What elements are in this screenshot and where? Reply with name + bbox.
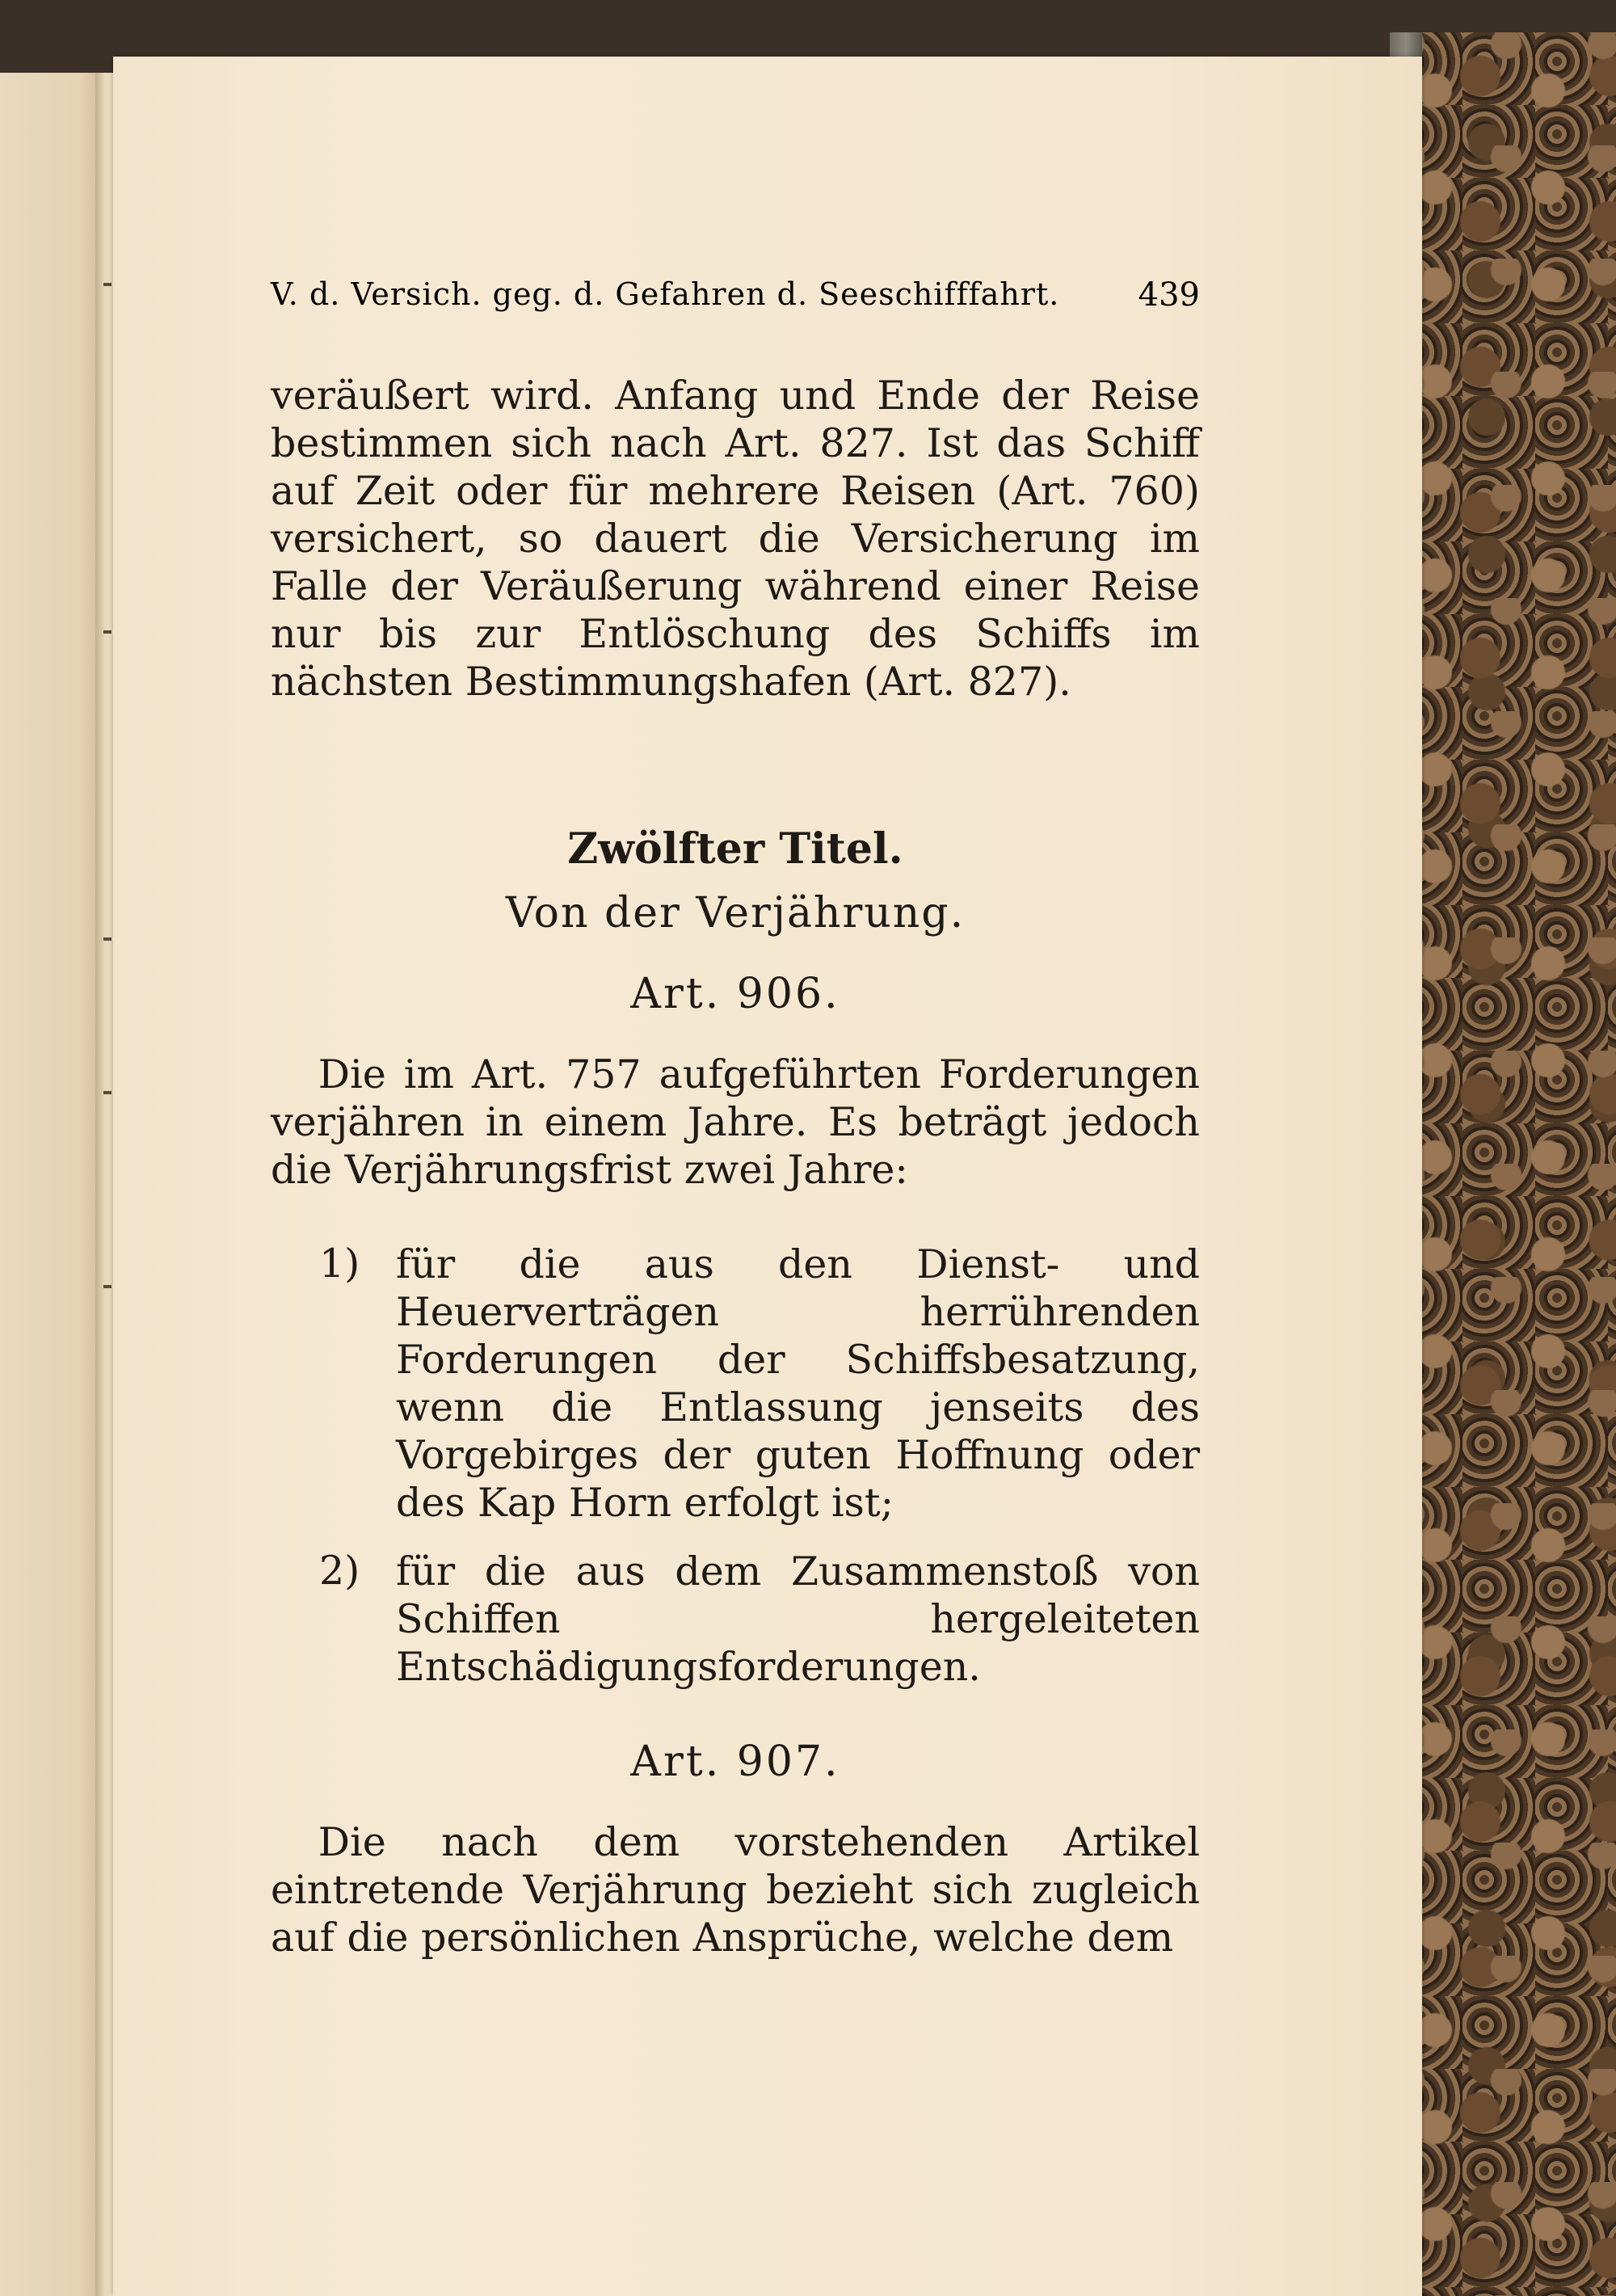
- section-subheading: Von der Verjährung.: [505, 889, 966, 937]
- list-item-number: 1): [319, 1241, 360, 1287]
- binding-stitch: [103, 1091, 112, 1094]
- book-cover-marbled: [1390, 32, 1616, 2296]
- list-item-number: 2): [319, 1548, 360, 1594]
- running-title: V. d. Versich. geg. d. Gefahren d. Seeschifffahrt.: [271, 276, 1060, 312]
- intro-paragraph: veräußert wird. Anfang und Ende der Reise bestimmen sich nach Art. 827. Ist das Schiff auf Zeit oder für mehrere Reisen (Art. 760) versichert, so dauert die Versicherung im Falle der Veräußerung während einer Reise nur bis zur Entlöschung des Schiffs im nächsten Bestimmungshafen (Art. 827).: [271, 373, 1200, 705]
- article-907-heading: Art. 907.: [630, 1738, 840, 1786]
- article-906-heading: Art. 906.: [630, 970, 840, 1018]
- binding-stitch: [103, 1285, 112, 1288]
- page-header: [271, 276, 1200, 325]
- article-907-text: Die nach dem vorstehenden Artikel eintretende Verjährung bezieht sich zugleich auf die persönlichen Ansprüche, welche dem: [271, 1819, 1200, 1961]
- binding-stitch: [103, 937, 112, 941]
- book-page: [113, 57, 1422, 2296]
- section-title-heading: Zwölfter Titel.: [567, 824, 903, 874]
- article-906-text: Die im Art. 757 aufgeführten Forderungen verjähren in einem Jahre. Es beträgt jedoch die Verjährungsfrist zwei Jahre:: [271, 1051, 1200, 1193]
- list-item-text: für die aus den Dienst- und Heuerverträgen herrührenden Forderungen der Schiffsbesatzung, wenn die Entlassung jenseits des Vorgebirges der guten Hoffnung oder des Kap Horn erfolgt ist;: [396, 1241, 1200, 1526]
- binding-stitch: [103, 630, 112, 634]
- list-item-text: für die aus dem Zusammenstoß von Schiffen hergeleiteten Entschädigungsforderungen.: [396, 1548, 1200, 1690]
- page-number: 439: [1138, 276, 1200, 314]
- binding-stitch: [103, 283, 112, 286]
